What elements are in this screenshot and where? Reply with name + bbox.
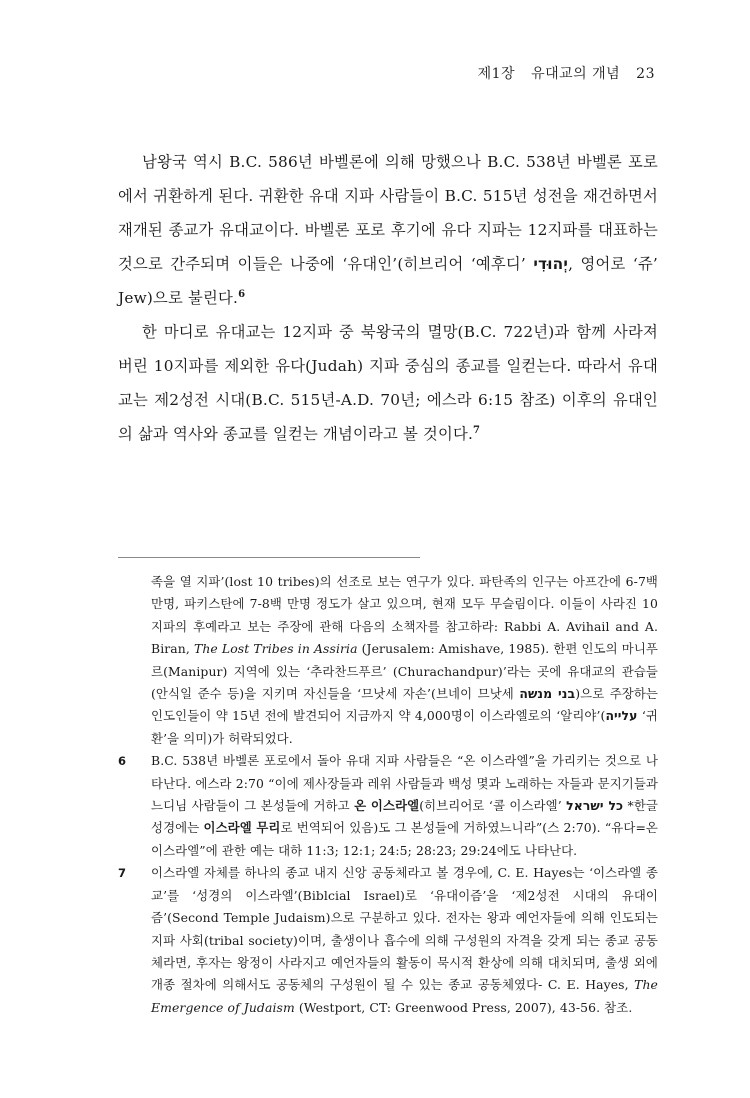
hebrew-word-yehudi: יְהוּדִי [533, 255, 569, 273]
footnote-6: 6 B.C. 538년 바벨론 포로에서 돌아 유대 지파 사람들은 “온 이스라엘”을 가리키는 것으로 나타난다. 에스라 2:70 “이에 제사장들과 레위 사람들과 백성 몇과 노래하는 자들과 문지기들과 느디님 사람들이 그 본성들에 거하고 온 이스라엘(히브리어로 ‘콜 이스라엘’ כל ישראל *한글 성경에는 이스라엘 무리로 번역되어 있음)도 그 본성들에 거하였느니라”(스 2:70). “유다=온 이스라엘”에 관한 예는 대하 11:3; 12:1; 24:5; 28:23; 29:24에도 나타난다. [118, 750, 658, 862]
footnote-number-6: 6 [118, 754, 127, 769]
chapter-title: 유대교의 개념 [531, 66, 621, 82]
footnote-7: 7 이스라엘 자체를 하나의 종교 내지 신앙 공동체라고 볼 경우에, C. E. Hayes는 ‘이스라엘 종교’를 ‘성경의 이스라엘’(Biblcial Israel)로 ‘유대이즘’을 ‘제2성전 시대의 유대이즘’(Second Temple Judaism)으로 구분하고 있다. 전자는 왕과 예언자들에 의해 인도되는 지파 사회(tribal society)이며, 출생이나 흡수에 의해 구성원의 자격을 갖게 되는 종교 공동체라면, 후자는 왕정이 사라지고 예언자들의 활동이 묵시적 환상에 의해 대치되며, 출생 외에 개종 절차에 의해서도 공동체의 구성원이 될 수 있는 종교 공동체였다- C. E. Hayes, The Emergence of Judaism (Westport, CT: Greenwood Press, 2007), 43-56. 참조. [118, 862, 658, 1019]
footnote-ref-6[interactable]: 6 [238, 288, 246, 300]
book-title-emergence: The Emergence of Judaism [151, 977, 658, 1015]
paragraph-2: 한 마디로 유대교는 12지파 중 북왕국의 멸망(B.C. 722년)과 함께 사라져 버린 10지파를 제외한 유다(Judah) 지파 중심의 종교를 일컫는다. 따라서 유대교는 제2성전 시대(B.C. 515년-A.D. 70년; 에스라 6:15 참조) 이후의 유대인의 삶과 역사와 종교를 일컫는 개념이라고 볼 것이다.$^7$ [118, 323, 658, 443]
footnote-divider [118, 557, 420, 558]
hebrew-kol-israel: כל ישראל [566, 798, 624, 814]
chapter-label: 제1장 [477, 66, 516, 82]
footnote-ref-7[interactable]: 7 [473, 424, 481, 436]
paragraph-1: 남왕국 역시 B.C. 586년 바벨론에 의해 망했으나 B.C. 538년 바벨론 포로에서 귀환하게 된다. 귀환한 유대 지파 사람들이 B.C. 515년 성전을 재건하면서 재개된 종교가 유대교이다. 바벨론 포로 후기에 유다 지파는 12지파를 대표하는 것으로 간주되며 이들은 나중에 ‘유대인’(히브리어 ‘예후디’ יְהוּדִי, 영어로 ‘쥬’ Jew)으로 불린다.$^6$ [118, 153, 658, 307]
bold-israel-crowd: 이스라엘 무리 [203, 820, 281, 836]
main-text [118, 145, 658, 451]
hebrew-aliyah: עלייה [605, 708, 638, 724]
running-head [478, 63, 655, 83]
page-number: 23 [636, 66, 655, 82]
hebrew-bnei-menashe: בני מנשה [519, 686, 576, 702]
bold-all-israel: 온 이스라엘 [354, 798, 420, 814]
footnote-number-7: 7 [118, 866, 127, 881]
book-title-lost-tribes: The Lost Tribes in Assiria [193, 641, 358, 657]
footnote-continued: 족을 열 지파’(lost 10 tribes)의 선조로 보는 연구가 있다. 파탄족의 인구는 아프간에 6-7백 만명, 파키스탄에 7-8백 만명 정도가 살고 있으며, 현재 모두 무슬림이다. 이들이 사라진 10지파의 후예라고 보는 주장에 관해 다음의 소책자를 참고하라: Rabbi A. Avihail and A. Biran, The Lost Tribes in Assiria (Jerusalem: Amishave, 1985). 한편 인도의 마니푸르(Manipur) 지역에 있는 ‘추라찬드푸르’ (Churachandpur)’라는 곳에 유대교의 관습들(안식일 준수 등)을 지키며 자신들을 ‘므낫세 자손’(브네이 므낫세 בני מנשה)으로 주장하는 인도인들이 약 15년 전에 발견되어 지금까지 약 4,000명이 이스라엘로의 ‘알리야’(עלייה ‘귀환’을 의미)가 허락되었다. [151, 574, 659, 746]
footnotes [118, 571, 658, 1019]
